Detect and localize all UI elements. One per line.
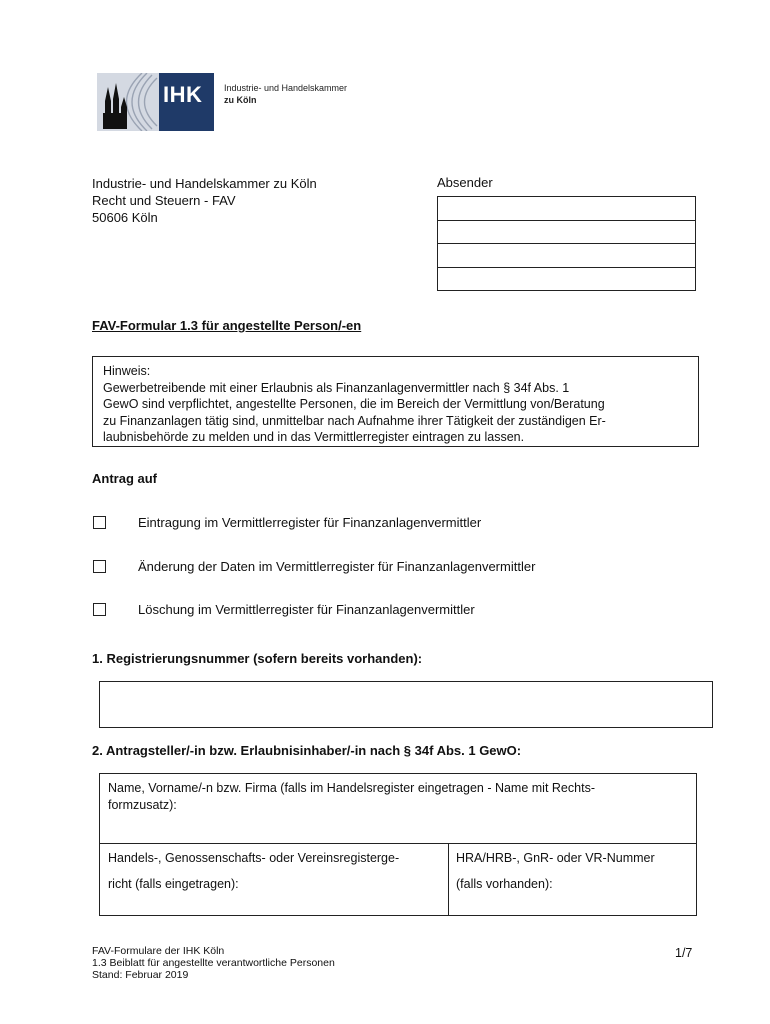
notice-text: Gewerbetreibende mit einer Erlaubnis als Finanzanlagenvermittler nach § 34f Abs. 1 xyxy=(103,380,570,395)
antrag-heading: Antrag auf xyxy=(92,471,157,486)
checkbox-aenderung[interactable] xyxy=(93,560,106,573)
register-court-field[interactable] xyxy=(100,843,448,915)
sender-field[interactable] xyxy=(438,268,695,292)
logo-text-line1: Industrie- und Handelskammer xyxy=(224,83,348,93)
name-field[interactable] xyxy=(100,774,696,843)
footer-line: Stand: Februar 2019 xyxy=(92,969,189,981)
page-number: 1/7 xyxy=(675,946,693,960)
ihk-logo-mark xyxy=(97,73,214,131)
checkbox-eintragung-label: Eintragung im Vermittlerregister für Finanzanlagenvermittler xyxy=(138,515,482,530)
registration-number-field[interactable] xyxy=(99,681,713,728)
name-label: Name, Vorname/-n bzw. Firma (falls im Handelsregister eingetragen - Name mit Rechts- xyxy=(108,781,595,795)
notice-text: GewO sind verpflichtet, angestellte Personen, die im Bereich der Vermittlung von/Beratung xyxy=(103,397,605,411)
applicant-table xyxy=(99,773,697,916)
checkbox-loeschung-label: Löschung im Vermittlerregister für Finanzanlagenvermittler xyxy=(138,602,475,617)
sender-field[interactable] xyxy=(438,244,695,268)
sender-field[interactable] xyxy=(438,221,695,245)
recipient-line: Industrie- und Handelskammer zu Köln xyxy=(92,176,317,191)
form-title: FAV-Formular 1.3 für angestellte Person/-en xyxy=(92,318,362,333)
ihk-logo xyxy=(97,73,377,131)
logo-abbr: IHK xyxy=(163,82,203,107)
checkbox-loeschung[interactable] xyxy=(93,603,106,616)
sender-label: Absender xyxy=(437,175,493,190)
sender-field[interactable] xyxy=(438,197,695,221)
register-court-label: Handels-, Genossenschafts- oder Vereinsregisterge- xyxy=(108,851,400,865)
recipient-line: 50606 Köln xyxy=(92,210,158,225)
footer xyxy=(92,945,335,981)
logo-text-line2: zu Köln xyxy=(224,95,257,105)
checkbox-aenderung-label: Änderung der Daten im Vermittlerregister für Finanzanlagenvermittler xyxy=(138,559,536,574)
register-court-label: richt (falls eingetragen): xyxy=(108,877,239,891)
section1-title: 1. Registrierungsnummer (sofern bereits vorhanden): xyxy=(92,651,423,666)
section2-title: 2. Antragsteller/-in bzw. Erlaubnisinhaber/-in nach § 34f Abs. 1 GewO: xyxy=(92,743,522,758)
register-number-label: (falls vorhanden): xyxy=(456,877,553,891)
footer-line: 1.3 Beiblatt für angestellte verantwortliche Personen xyxy=(92,957,335,969)
footer-line: FAV-Formulare der IHK Köln xyxy=(92,945,225,957)
notice-text: zu Finanzanlagen tätig sind, unmittelbar nach Aufnahme ihrer Tätigkeit der zuständigen Er- xyxy=(103,413,606,428)
sender-box xyxy=(437,196,696,291)
checkbox-eintragung[interactable] xyxy=(93,516,106,529)
name-label: formzusatz): xyxy=(108,797,177,812)
notice-box xyxy=(92,356,699,447)
recipient-address xyxy=(92,175,317,226)
register-number-field[interactable] xyxy=(448,843,696,915)
notice-text: laubnisbehörde zu melden und in das Vermittlerregister eintragen zu lassen. xyxy=(103,430,525,444)
register-number-label: HRA/HRB-, GnR- oder VR-Nummer xyxy=(456,851,655,865)
notice-title: Hinweis: xyxy=(103,364,151,378)
recipient-line: Recht und Steuern - FAV xyxy=(92,193,236,208)
